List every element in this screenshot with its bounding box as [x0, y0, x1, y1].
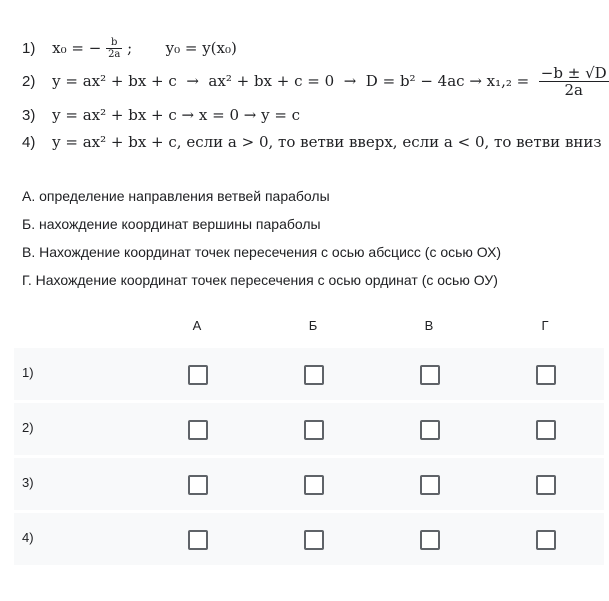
fraction — [539, 66, 609, 98]
row-label: 1) — [22, 365, 34, 380]
checkbox-1-g[interactable] — [536, 365, 556, 385]
formula-4 — [22, 133, 602, 151]
option-a: А. определение направления ветвей параболы — [22, 188, 330, 204]
checkbox-3-a[interactable] — [188, 475, 208, 495]
checkbox-1-b[interactable] — [304, 365, 324, 385]
checkbox-1-a[interactable] — [188, 365, 208, 385]
grid-header — [14, 310, 604, 348]
formula-number: 4) — [22, 134, 36, 151]
option-v: В. Нахождение координат точек пересечения с осью абсцисс (с осью ОХ) — [22, 244, 502, 260]
column-header-v: В — [424, 318, 434, 333]
formula-2 — [22, 66, 609, 98]
checkbox-grid — [14, 310, 604, 568]
fraction — [106, 38, 122, 60]
checkbox-4-g[interactable] — [536, 530, 556, 550]
checkbox-2-v[interactable] — [420, 420, 440, 440]
formula-text: y = ax² + bx + c → ax² + bx + c = 0 → D = b² − 4ac → x₁,₂ = — [52, 72, 535, 90]
column-header-g: Г — [541, 318, 549, 333]
grid-row-4 — [14, 513, 604, 565]
formula-1 — [22, 38, 237, 60]
formula-number: 3) — [22, 107, 36, 124]
checkbox-2-a[interactable] — [188, 420, 208, 440]
fraction-denominator: 2a — [564, 81, 583, 99]
fraction-numerator: −b ± √D — [540, 64, 607, 82]
option-g: Г. Нахождение координат точек пересечения с осью ординат (с осью ОУ) — [22, 272, 498, 288]
formula-text: x₀ = − — [52, 39, 102, 57]
checkbox-4-b[interactable] — [304, 530, 324, 550]
column-header-a: А — [192, 318, 202, 333]
checkbox-3-v[interactable] — [420, 475, 440, 495]
checkbox-2-b[interactable] — [304, 420, 324, 440]
checkbox-2-g[interactable] — [536, 420, 556, 440]
checkbox-1-v[interactable] — [420, 365, 440, 385]
formula-3 — [22, 106, 300, 124]
checkbox-3-g[interactable] — [536, 475, 556, 495]
row-label: 3) — [22, 475, 34, 490]
formula-number: 2) — [22, 73, 36, 90]
row-label: 4) — [22, 530, 34, 545]
checkbox-3-b[interactable] — [304, 475, 324, 495]
fraction-numerator: b — [106, 38, 122, 49]
grid-row-3 — [14, 458, 604, 510]
row-label: 2) — [22, 420, 34, 435]
formula-number: 1) — [22, 40, 36, 57]
checkbox-4-v[interactable] — [420, 530, 440, 550]
fraction-denominator: 2a — [108, 49, 121, 60]
column-header-b: Б — [308, 318, 318, 333]
formula-text-after: ; y₀ = y(x₀) — [127, 39, 237, 57]
formula-text: y = ax² + bx + c, если a > 0, то ветви вверх, если a < 0, то ветви вниз — [52, 133, 602, 151]
checkbox-4-a[interactable] — [188, 530, 208, 550]
formula-text: y = ax² + bx + c → x = 0 → y = c — [52, 106, 301, 124]
option-b: Б. нахождение координат вершины параболы — [22, 216, 321, 232]
grid-row-1 — [14, 348, 604, 400]
grid-row-2 — [14, 403, 604, 455]
